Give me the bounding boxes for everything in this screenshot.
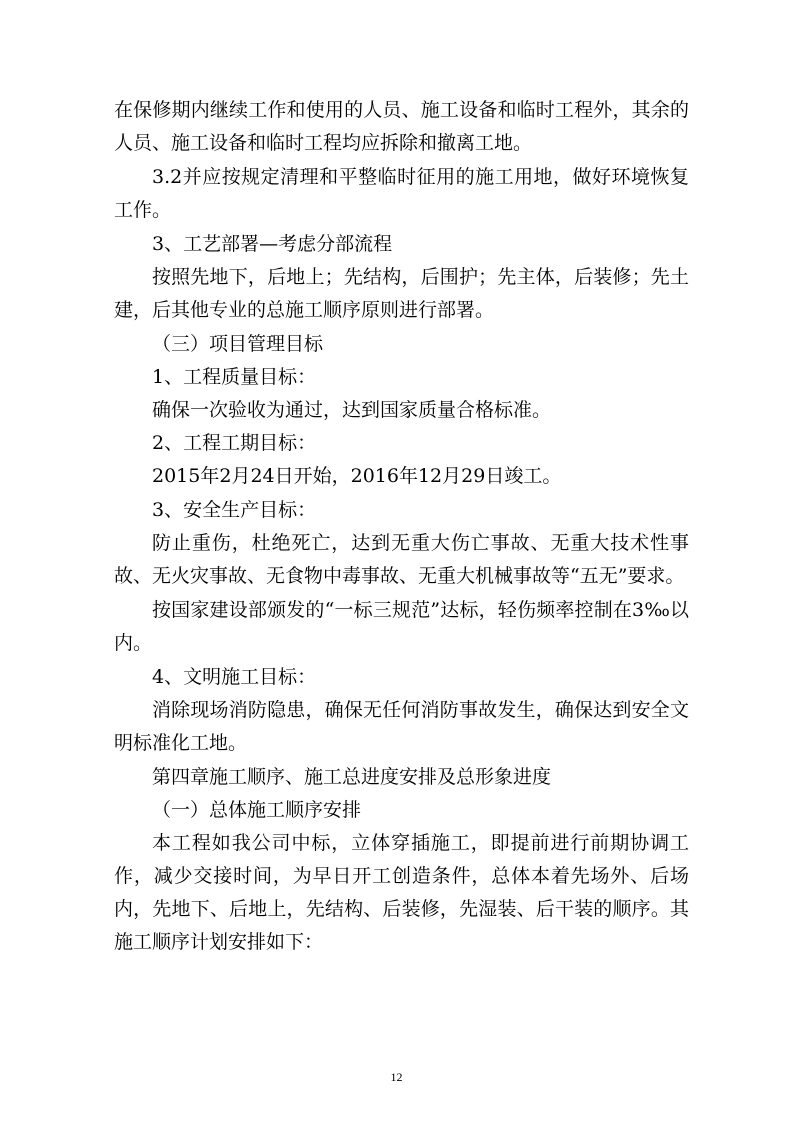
chapter-four-heading: 第四章施工顺序、施工总进度安排及总形象进度 [152,766,552,788]
paragraph-quality-goal: 确保一次验收为通过，达到国家质量合格标准。 [152,399,552,421]
page-number: 12 [390,1070,403,1084]
paragraph-section-3-2: 3.2并应按规定清理和平整临时征用的施工用地，做好环境恢复工作。 [114,166,689,221]
paragraph-safety-standard: 按国家建设部颁发的“一标三规范”达标，轻伤频率控制在3‰以内。 [114,599,689,654]
heading-safety-goal: 3、安全生产目标： [152,499,317,521]
heading-schedule-goal: 2、工程工期目标： [152,432,317,454]
paragraph-construction-order: 按照先地下，后地上；先结构，后围护；先主体，后装修；先土建，后其他专业的总施工顺序原则进行部署。 [114,266,689,321]
paragraph-civilized-goal: 消除现场消防隐患，确保无任何消防事故发生，确保达到安全文明标准化工地。 [114,699,689,754]
heading-process-deployment: 3、工艺部署—考虑分部流程 [152,233,393,255]
heading-project-goals: （三）项目管理目标 [152,333,324,355]
heading-quality-goal: 1、工程质量目标： [152,366,317,388]
paragraph-safety-goal: 防止重伤，杜绝死亡，达到无重大伤亡事故、无重大技术性事故、无火灾事故、无食物中毒事故、无重大机械事故等“五无”要求。 [114,532,689,587]
paragraph-continuation: 在保修期内继续工作和使用的人员、施工设备和临时工程外，其余的人员、施工设备和临时工程均应拆除和撤离工地。 [114,99,689,154]
heading-overall-sequence: （一）总体施工顺序安排 [152,799,362,821]
heading-civilized-goal: 4、文明施工目标： [152,666,317,688]
paragraph-schedule-goal: 2015年2月24日开始，2016年12月29日竣工。 [152,465,562,487]
paragraph-overall-sequence: 本工程如我公司中标，立体穿插施工，即提前进行前期协调工作，减少交接时间，为早日开工创造条件，总体本着先场外、后场内，先地下、后地上，先结构、后装修，先湿装、后干装的顺序。其施工顺序计划安排如下： [114,832,689,953]
